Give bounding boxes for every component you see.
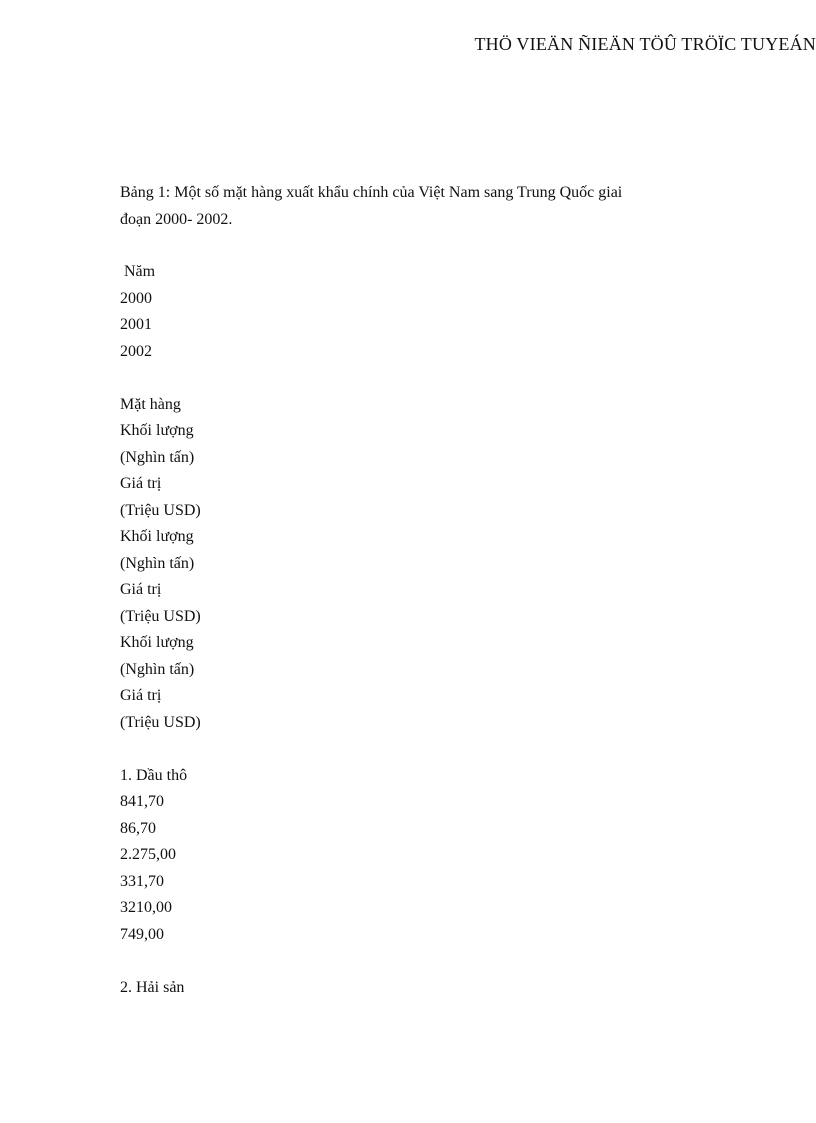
- years-block: [120, 259, 720, 365]
- column-header: (Triệu USD): [120, 713, 201, 731]
- column-header: (Nghìn tấn): [120, 554, 195, 572]
- table-caption: [120, 180, 720, 233]
- items-label: Mặt hàng: [120, 395, 181, 413]
- column-headers-block: [120, 392, 720, 737]
- column-header: Khối lượng: [120, 422, 194, 439]
- row-seafood: [120, 975, 720, 1002]
- column-header: Giá trị: [120, 475, 162, 492]
- cell-value: 3210,00: [120, 899, 172, 916]
- cell-value: 749,00: [120, 925, 164, 943]
- row-crude-oil: [120, 763, 720, 949]
- row-label: 1. Dầu thô: [120, 766, 188, 784]
- column-header: Khối lượng: [120, 634, 194, 651]
- row-label: 2. Hải sản: [120, 978, 185, 996]
- column-header: Giá trị: [120, 687, 162, 704]
- column-header: (Triệu USD): [120, 607, 201, 625]
- page-header: THÖ VIEÄN ÑIEÄN TÖÛ TRÖÏC TUYEÁN: [474, 34, 816, 54]
- column-header: (Triệu USD): [120, 501, 201, 519]
- cell-value: 841,70: [120, 793, 164, 810]
- years-label: Năm: [120, 263, 156, 280]
- cell-value: 331,70: [120, 872, 164, 890]
- document-body: [120, 180, 720, 1028]
- caption-line: Bảng 1: Một số mặt hàng xuất khẩu chính của Việt Nam sang Trung Quốc giai: [120, 184, 623, 201]
- caption-line: đoạn 2000- 2002.: [120, 210, 233, 228]
- column-header: Khối lượng: [120, 528, 194, 545]
- year-2000: 2000: [120, 289, 152, 307]
- column-header: Giá trị: [120, 581, 162, 598]
- year-2001: 2001: [120, 316, 152, 333]
- cell-value: 86,70: [120, 819, 156, 837]
- cell-value: 2.275,00: [120, 846, 176, 863]
- year-2002: 2002: [120, 342, 152, 360]
- column-header: (Nghìn tấn): [120, 660, 195, 678]
- column-header: (Nghìn tấn): [120, 448, 195, 466]
